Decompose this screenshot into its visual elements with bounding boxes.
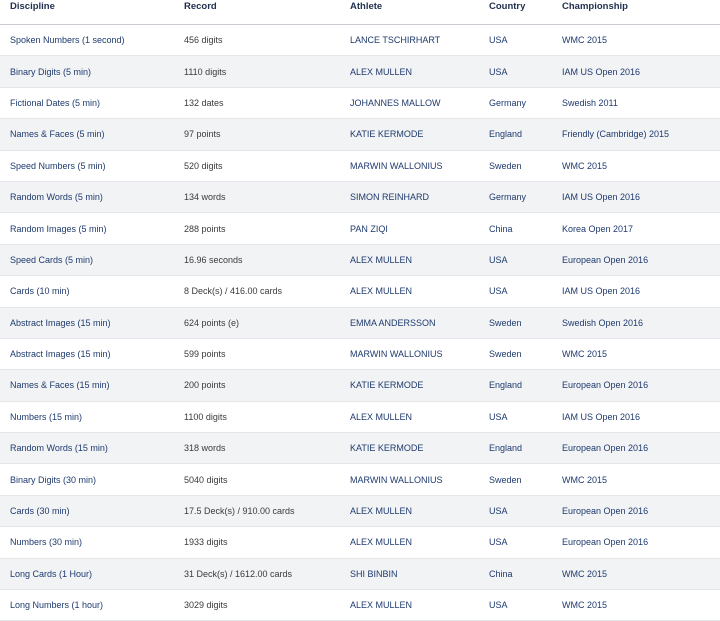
discipline-link[interactable]: Numbers (30 min) [0, 527, 174, 558]
table-row [0, 119, 720, 150]
record-value: 5040 digits [174, 464, 340, 495]
table-row [0, 338, 720, 369]
country-link[interactable]: Sweden [479, 338, 552, 369]
country-link[interactable]: USA [479, 590, 552, 621]
athlete-link[interactable]: SHI BINBIN [340, 558, 479, 589]
championship-link[interactable]: IAM US Open 2016 [552, 401, 720, 432]
championship-link[interactable]: European Open 2016 [552, 370, 720, 401]
championship-link[interactable]: WMC 2015 [552, 464, 720, 495]
championship-link[interactable]: IAM US Open 2016 [552, 276, 720, 307]
athlete-link[interactable]: ALEX MULLEN [340, 590, 479, 621]
country-link[interactable]: USA [479, 527, 552, 558]
record-value: 31 Deck(s) / 1612.00 cards [174, 558, 340, 589]
table-row [0, 150, 720, 181]
championship-link[interactable]: IAM US Open 2016 [552, 56, 720, 87]
record-value: 17.5 Deck(s) / 910.00 cards [174, 495, 340, 526]
championship-link[interactable]: IAM US Open 2016 [552, 181, 720, 212]
discipline-link[interactable]: Speed Cards (5 min) [0, 244, 174, 275]
championship-link[interactable]: European Open 2016 [552, 527, 720, 558]
record-value: 318 words [174, 433, 340, 464]
country-link[interactable]: USA [479, 25, 552, 56]
discipline-link[interactable]: Random Images (5 min) [0, 213, 174, 244]
column-header-country[interactable]: Country [479, 0, 552, 25]
record-value: 97 points [174, 119, 340, 150]
record-value: 200 points [174, 370, 340, 401]
discipline-link[interactable]: Speed Numbers (5 min) [0, 150, 174, 181]
record-value: 1100 digits [174, 401, 340, 432]
discipline-link[interactable]: Long Numbers (1 hour) [0, 590, 174, 621]
discipline-link[interactable]: Cards (10 min) [0, 276, 174, 307]
table-row [0, 527, 720, 558]
table-row [0, 25, 720, 56]
record-value: 599 points [174, 338, 340, 369]
table-row [0, 276, 720, 307]
championship-link[interactable]: Korea Open 2017 [552, 213, 720, 244]
athlete-link[interactable]: ALEX MULLEN [340, 495, 479, 526]
record-value: 132 dates [174, 87, 340, 118]
championship-link[interactable]: Friendly (Cambridge) 2015 [552, 119, 720, 150]
athlete-link[interactable]: MARWIN WALLONIUS [340, 150, 479, 181]
country-link[interactable]: China [479, 213, 552, 244]
record-value: 456 digits [174, 25, 340, 56]
discipline-link[interactable]: Long Cards (1 Hour) [0, 558, 174, 589]
athlete-link[interactable]: LANCE TSCHIRHART [340, 25, 479, 56]
table-row [0, 370, 720, 401]
country-link[interactable]: England [479, 433, 552, 464]
record-value: 1110 digits [174, 56, 340, 87]
athlete-link[interactable]: ALEX MULLEN [340, 401, 479, 432]
column-header-record[interactable]: Record [174, 0, 340, 25]
athlete-link[interactable]: ALEX MULLEN [340, 276, 479, 307]
record-value: 520 digits [174, 150, 340, 181]
table-row [0, 433, 720, 464]
country-link[interactable]: USA [479, 244, 552, 275]
athlete-link[interactable]: KATIE KERMODE [340, 370, 479, 401]
table-header [0, 0, 720, 25]
header-row [0, 0, 720, 25]
athlete-link[interactable]: EMMA ANDERSSON [340, 307, 479, 338]
country-link[interactable]: Sweden [479, 464, 552, 495]
record-value: 624 points (e) [174, 307, 340, 338]
column-header-discipline[interactable]: Discipline [0, 0, 174, 25]
championship-link[interactable]: WMC 2015 [552, 590, 720, 621]
athlete-link[interactable]: KATIE KERMODE [340, 433, 479, 464]
championship-link[interactable]: European Open 2016 [552, 495, 720, 526]
table-row [0, 244, 720, 275]
athlete-link[interactable]: ALEX MULLEN [340, 244, 479, 275]
discipline-link[interactable]: Fictional Dates (5 min) [0, 87, 174, 118]
record-value: 134 words [174, 181, 340, 212]
championship-link[interactable]: Swedish 2011 [552, 87, 720, 118]
discipline-link[interactable]: Cards (30 min) [0, 495, 174, 526]
championship-link[interactable]: WMC 2015 [552, 558, 720, 589]
country-link[interactable]: Sweden [479, 307, 552, 338]
country-link[interactable]: USA [479, 495, 552, 526]
championship-link[interactable]: WMC 2015 [552, 25, 720, 56]
table-row [0, 87, 720, 118]
table-row [0, 464, 720, 495]
athlete-link[interactable]: ALEX MULLEN [340, 56, 479, 87]
record-value: 8 Deck(s) / 416.00 cards [174, 276, 340, 307]
athlete-link[interactable]: KATIE KERMODE [340, 119, 479, 150]
column-header-athlete[interactable]: Athlete [340, 0, 479, 25]
column-header-championship[interactable]: Championship [552, 0, 720, 25]
athlete-link[interactable]: SIMON REINHARD [340, 181, 479, 212]
athlete-link[interactable]: MARWIN WALLONIUS [340, 464, 479, 495]
record-value: 1933 digits [174, 527, 340, 558]
championship-link[interactable]: European Open 2016 [552, 244, 720, 275]
table-row [0, 181, 720, 212]
table-row [0, 56, 720, 87]
discipline-link[interactable]: Numbers (15 min) [0, 401, 174, 432]
table-body [0, 25, 720, 621]
discipline-link[interactable]: Binary Digits (30 min) [0, 464, 174, 495]
discipline-link[interactable]: Binary Digits (5 min) [0, 56, 174, 87]
country-link[interactable]: USA [479, 276, 552, 307]
country-link[interactable]: England [479, 370, 552, 401]
country-link[interactable]: USA [479, 401, 552, 432]
championship-link[interactable]: European Open 2016 [552, 433, 720, 464]
country-link[interactable]: Sweden [479, 150, 552, 181]
table-row [0, 558, 720, 589]
discipline-link[interactable]: Random Words (5 min) [0, 181, 174, 212]
table-row [0, 307, 720, 338]
table-row [0, 213, 720, 244]
championship-link[interactable]: WMC 2015 [552, 150, 720, 181]
country-link[interactable]: China [479, 558, 552, 589]
record-value: 288 points [174, 213, 340, 244]
discipline-link[interactable]: Random Words (15 min) [0, 433, 174, 464]
country-link[interactable]: England [479, 119, 552, 150]
discipline-link[interactable]: Names & Faces (5 min) [0, 119, 174, 150]
athlete-link[interactable]: MARWIN WALLONIUS [340, 338, 479, 369]
championship-link[interactable]: WMC 2015 [552, 338, 720, 369]
country-link[interactable]: Germany [479, 181, 552, 212]
table-row [0, 495, 720, 526]
championship-link[interactable]: Swedish Open 2016 [552, 307, 720, 338]
country-link[interactable]: USA [479, 56, 552, 87]
table-row [0, 401, 720, 432]
athlete-link[interactable]: JOHANNES MALLOW [340, 87, 479, 118]
discipline-link[interactable]: Abstract Images (15 min) [0, 307, 174, 338]
record-value: 16.96 seconds [174, 244, 340, 275]
discipline-link[interactable]: Abstract Images (15 min) [0, 338, 174, 369]
discipline-link[interactable]: Spoken Numbers (1 second) [0, 25, 174, 56]
record-value: 3029 digits [174, 590, 340, 621]
discipline-link[interactable]: Names & Faces (15 min) [0, 370, 174, 401]
athlete-link[interactable]: ALEX MULLEN [340, 527, 479, 558]
table-row [0, 590, 720, 621]
country-link[interactable]: Germany [479, 87, 552, 118]
athlete-link[interactable]: PAN ZIQI [340, 213, 479, 244]
